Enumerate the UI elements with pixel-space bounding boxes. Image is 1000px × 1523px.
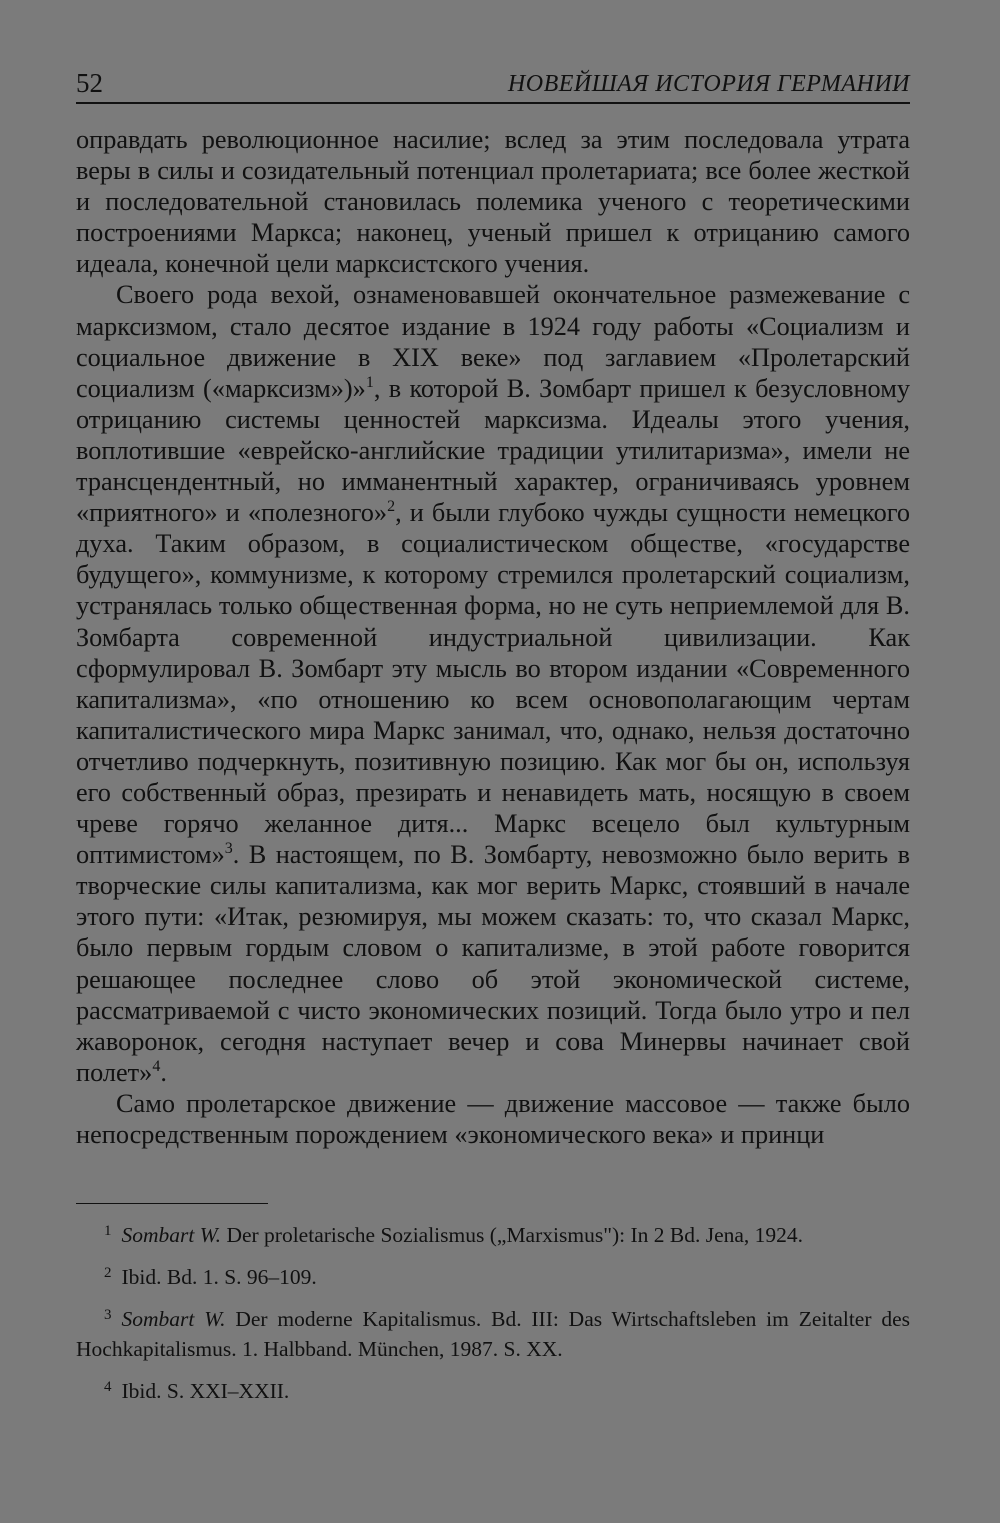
footnote-4 xyxy=(76,1372,910,1406)
paragraph-text: оправдать революционное насилие; вслед за этим последовала утрата веры в силы и созидательный потенциал пролетариата; все более жесткой и последовательной становилась полемика ученого с теоретическими построениями Маркса; наконец, ученый пришел к отрицанию самого идеала, конечной цели марксистского учения. xyxy=(76,125,910,279)
footnote-ref-1[interactable]: 1 xyxy=(365,373,374,391)
footnote-ref-2[interactable]: 2 xyxy=(387,498,396,516)
paragraph-text: , в которой В. Зомбарт пришел к безусловному отрицанию системы ценностей марксизма. Идеалы этого учения, воплотившие «еврейско-английские традиции утилитаризма», имели не трансцендентный, но имманентный характер, ограничиваясь уровнем «приятного» и «полезного» xyxy=(76,373,910,528)
paragraph-2 xyxy=(76,279,910,1087)
footnote-text: Der proletarische Sozialismus („Marxismus"): In 2 Bd. Jena, 1924. xyxy=(221,1223,804,1247)
paragraph-1 xyxy=(76,124,910,279)
footnote-text: Der moderne Kapitalismus. Bd. III: Das Wirtschaftsleben im Zeitalter des Hochkapitalismus. 1. Halbband. München, 1987. S. XX. xyxy=(76,1307,910,1361)
paragraph-text: Своего рода вехой, ознаменовавшей окончательное размежевание с марксизмом, стало десятое издание в 1924 году работы «Социализм и социальное движение в XIX веке» под заглавием «Пролетарский социализм («марксизм»)» xyxy=(76,280,910,403)
footnotes xyxy=(76,1216,910,1414)
footnote-text: Ibid. S. XXI–XXII. xyxy=(121,1379,290,1403)
footnote-marker: 3 xyxy=(104,1307,112,1323)
footnote-marker: 2 xyxy=(104,1265,112,1281)
page-number: 52 xyxy=(76,68,103,98)
footnote-author: Sombart W. xyxy=(121,1307,226,1331)
paragraph-text: . xyxy=(160,1057,167,1087)
footnote-ref-4[interactable]: 4 xyxy=(152,1057,161,1075)
footnote-ref-3[interactable]: 3 xyxy=(224,840,233,858)
footnote-text: Ibid. Bd. 1. S. 96–109. xyxy=(121,1265,317,1289)
paragraph-text: , и были глубоко чужды сущности немецкого духа. Таким образом, в социалистическом обществе, «государстве будущего», коммунизме, к которому стремился пролетарский социализм, устранялась только общественная форма, но не суть неприемлемой для В. Зомбарта современной индустриальной цивилизации. Как сформулировал В. Зомбарт эту мысль во втором издании «Современного капитализма», «по отношению ко всем основополагающим чертам капиталистического мира Маркс занимал, что, однако, нельзя достаточно отчетливо подчеркнуть, позитивную позицию. Как мог бы он, используя его собственный образ, презирать и ненавидеть мать, носящую в своем чреве горячо желанное дитя... Маркс всецело был культурным оптимистом» xyxy=(76,498,911,870)
footnote-marker: 4 xyxy=(104,1379,112,1395)
page-header xyxy=(76,60,910,104)
footnote-author: Sombart W. xyxy=(121,1223,222,1247)
footnote-1 xyxy=(76,1216,910,1250)
body-text xyxy=(76,124,910,1150)
footnote-3 xyxy=(76,1300,910,1364)
footnote-divider xyxy=(76,1203,268,1204)
footnote-marker: 1 xyxy=(104,1223,112,1239)
running-title: НОВЕЙШАЯ ИСТОРИЯ ГЕРМАНИИ xyxy=(507,71,910,97)
paragraph-text: Само пролетарское движение — движение массовое — также было непосредственным порождением «экономического века» и принци xyxy=(76,1088,910,1149)
footnote-2 xyxy=(76,1258,910,1292)
paragraph-text: . В настоящем, по В. Зомбарту, невозможно было верить в творческие силы капитализма, как мог верить Маркс, стоявший в начале этого пути: «Итак, резюмируя, мы можем сказать: то, что сказал Маркс, было первым гордым словом о капитализме, в этой работе говорится решающее последнее слово об этой экономической системе, рассматриваемой с чисто экономических позиций. Тогда было утро и пел жаворонок, сегодня наступает вечер и сова Минервы начинает свой полет» xyxy=(76,840,910,1087)
paragraph-3 xyxy=(76,1088,910,1150)
